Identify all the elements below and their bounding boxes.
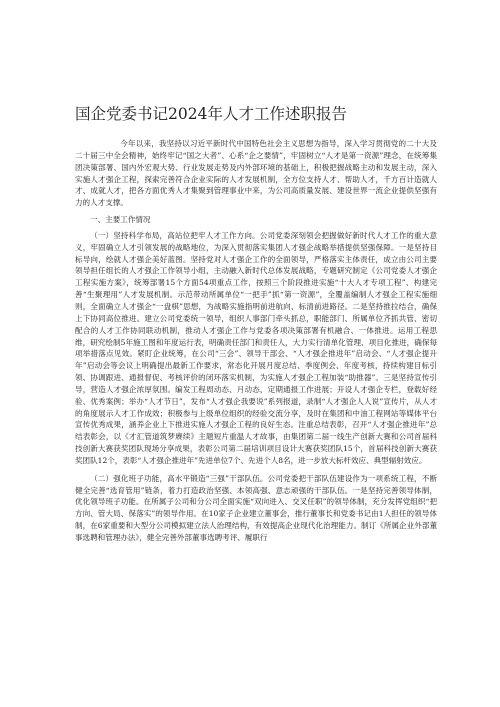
paragraph-1: （一）坚持科学布局，高站位把牢人才工作方向。公司党委深刻领会把握做好新时代人才工作的重大意义，牢固确立人才引领发展的战略地位，为深入贯彻落实集团人才强企战略举措提供坚强保障。一是坚持目标导向，绘就人才强企美好蓝图。坚持党对人才强企工作的全面领导，严格落实主体责任，成立由公司主要领导担任组长的人才强企工作领导小组，主动融入新时代总体发展战略，专题研究制定《公司党委人才强企工程实施方案》，统筹部署15个方面54项重点工作，按照三个阶段推进实施“十大人才专项工程”、构建完善“生聚理用”人才发展机制。示范带动所属单位“一把手”抓“第一资源”，全覆盖编制人才强企工程实施细则，全面确立人才强企“一盘棋”思想，为战略实施指明前进航向、标清前进路径。二是坚持推拉结合，确保上下协同高位推进。建立公司党委统一领导，组织人事部门牵头抓总，职能部门、所属单位齐抓共管、密切配合的人才工作协同联动机制，推动人才强企工作与党委各项决策部署有机融合、一体推进。运用工程思维，研究绘制5年施工图和年度运行表，明确责任部门和责任人，大力实行清单化管理、项目化推进，确保每项举措落点见效。紧盯企业统筹，在公司“三会”、领导干部会、“人才强企推进年”启动会、“人才强企提升年”启动会等会议上明确提出最新工作要求，常态化开展月度总结、季度例会、年度考核，持续构建目标引领、协调跟进、通报督促、考核评价的闭环落实机制，为实施人才强企工程加装“助推器”。三是坚持宣传引导，营造人才强企浓厚氛围。编发工程周动态、月动态，定期通报工作进展；开设人才强企专栏，登载好经验、优秀案例；举办“人才节日”，发布“人才强企我要说”系列报道，录制“人才强企人人说”宣传片，从人才的角度展示人才工作成效；积极参与上级单位组织的经验交流分享，及时在集团和中油工程网站等媒体平台宣传优秀成果，涵养企业上下推进实施人才强企工程的良好生态。注重总结表彰，召开“人才强企推进年”总结表彰会，以《才汇管道筑梦赓续》主题短片重温人才故事，由集团第二届一线生产创新大赛和公司首届科技创新大赛获奖团队现场分享成果，表彰公司第二届培训项目设计大赛获奖团队15个，首届科技创新大赛获奖团队12个，表彰“人才强企推进年”先进单位7个、先进个人8名，进一步放大标杆效应、典型辐射效应。 [75,230,437,465]
intro-paragraph: 今年以来，我坚持以习近平新时代中国特色社会主义思想为指导，深入学习贯彻党的二十大及二十届三中全会精神，始终牢记“国之大者”、心系“企之要情”，牢固树立“人才是第一资源”理念，在统筹集团决策部署、国内外宏观大势、行业发展走势及内外部环境的基础上，积极把握战略主动和发展主动，深入实施人才强企工程，探索完善符合企业实际的人才发展机制，全方位支持人才、帮助人才，千方百计造就人才、成就人才，把各方面优秀人才集聚到管理事业中来，为公司高质量发展、建设世界一流企业提供坚强有力的人才支撑。 [75,139,437,208]
document-body [75,138,437,544]
paragraph-2: （二）强化班子功能，高水平锻造“三强”干部队伍。公司党委把干部队伍建设作为一项系统工程，不断健全完善“选育管用”链条，着力打造政治坚强、本领高强、意志顽强的干部队伍。一是坚持完善领导体制，优化领导班子功能。在所属子公司和分公司全面实施“双向进入、交叉任职”的领导体制，充分发挥党组织“把方向、管大局、保落实”的领导作用。在10家子企业建立董事会，推行董事长和党委书记由1人担任的领导体制，在6家重要和大型分公司模拟建立法人治理结构，有效提高企业现代化治理能力。制订《所属企业外部董事选聘和管理办法》，健全完善外部董事选聘考评、履职行 [75,473,437,542]
section-heading: 一、主要工作情况 [90,215,151,225]
document-title: 国企党委书记2024年人才工作述职报告 [75,105,347,123]
